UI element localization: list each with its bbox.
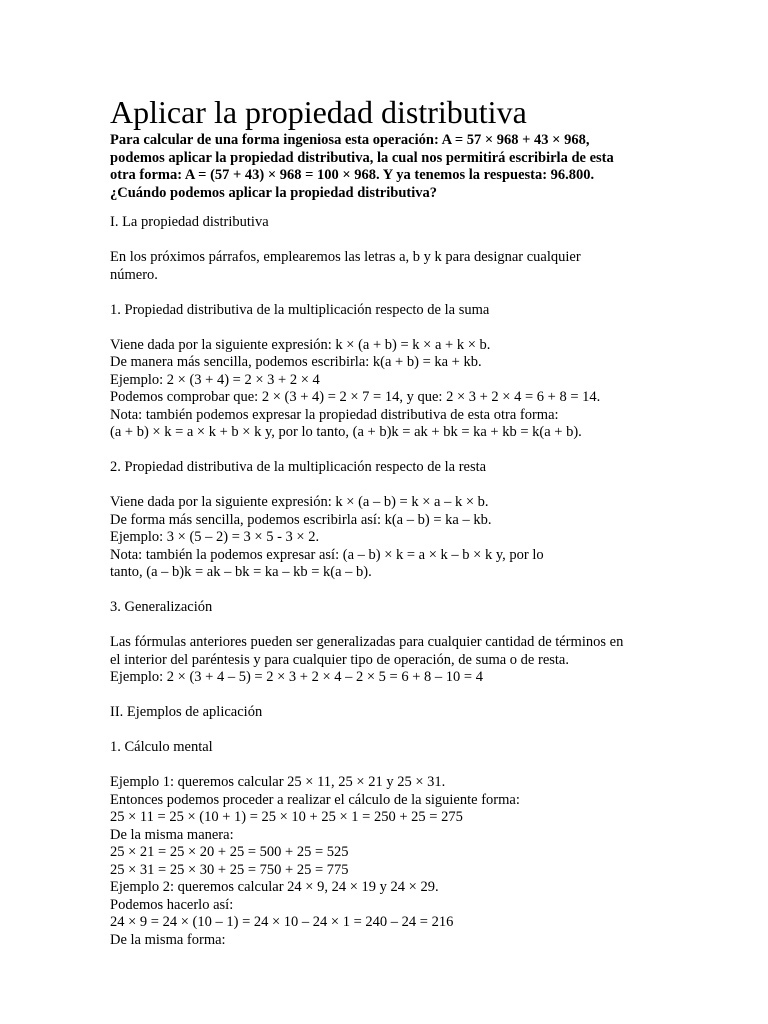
paragraph-line: Viene dada por la siguiente expresión: k × (a + b) = k × a + k × b. — [110, 336, 491, 353]
paragraph-line: De la misma manera: — [110, 826, 234, 843]
subsection-heading: 1. Propiedad distributiva de la multiplicación respecto de la suma — [110, 301, 490, 318]
intro-line: otra forma: A = (57 + 43) × 968 = 100 × 968. Y ya tenemos la respuesta: 96.800. — [110, 167, 595, 183]
example-line: Ejemplo: 2 × (3 + 4 – 5) = 2 × 3 + 2 × 4 – 2 × 5 = 6 + 8 – 10 = 4 — [110, 669, 483, 685]
paragraph-line: Entonces podemos proceder a realizar el cálculo de la siguiente forma: — [110, 791, 520, 808]
intro-paragraph — [110, 132, 670, 202]
note-line: Nota: también podemos expresar la propiedad distributiva de esta otra forma: — [110, 406, 559, 423]
paragraph-line: En los próximos párrafos, emplearemos las letras a, b y k para designar cualquier — [110, 249, 581, 265]
paragraph-line: De manera más sencilla, podemos escribirla: k(a + b) = ka + kb. — [110, 354, 482, 370]
intro-line: podemos aplicar la propiedad distributiva, la cual nos permitirá escribirla de esta — [110, 149, 614, 166]
example-line: Ejemplo: 2 × (3 + 4) = 2 × 3 + 2 × 4 — [110, 371, 320, 388]
paragraph-line: Podemos hacerlo así: — [110, 896, 234, 913]
paragraph-line: 24 × 9 = 24 × (10 – 1) = 24 × 10 – 24 × 1 = 240 – 24 = 216 — [110, 914, 454, 930]
subsection-heading: 3. Generalización — [110, 599, 213, 615]
section-heading: II. Ejemplos de aplicación — [110, 704, 263, 720]
paragraph-line: número. — [110, 266, 158, 283]
paragraph-line: 25 × 11 = 25 × (10 + 1) = 25 × 10 + 25 × 1 = 250 + 25 = 275 — [110, 809, 463, 825]
intro-line: ¿Cuándo podemos aplicar la propiedad distributiva? — [110, 184, 437, 201]
page-title: Aplicar la propiedad distributiva — [110, 94, 527, 130]
paragraph-line: el interior del paréntesis y para cualquier tipo de operación, de suma o de resta. — [110, 651, 569, 668]
paragraph-line: Viene dada por la siguiente expresión: k × (a – b) = k × a – k × b. — [110, 494, 489, 510]
paragraph-line: De forma más sencilla, podemos escribirla así: k(a – b) = ka – kb. — [110, 511, 492, 528]
paragraph-line: tanto, (a – b)k = ak – bk = ka – kb = k(a – b). — [110, 564, 372, 580]
paragraph-line: Las fórmulas anteriores pueden ser generalizadas para cualquier cantidad de términos en — [110, 634, 624, 650]
paragraph-line: De la misma forma: — [110, 931, 226, 948]
intro-line: Para calcular de una forma ingeniosa esta operación: A = 57 × 968 + 43 × 968, — [110, 132, 590, 148]
note-line: Nota: también la podemos expresar así: (a – b) × k = a × k – b × k y, por lo — [110, 546, 544, 563]
paragraph-line: Podemos comprobar que: 2 × (3 + 4) = 2 × 7 = 14, y que: 2 × 3 + 2 × 4 = 6 + 8 = 14. — [110, 389, 601, 405]
paragraph-line: 25 × 21 = 25 × 20 + 25 = 500 + 25 = 525 — [110, 844, 349, 860]
section-heading: I. La propiedad distributiva — [110, 214, 269, 230]
subsection-heading: 2. Propiedad distributiva de la multiplicación respecto de la resta — [110, 459, 487, 475]
document-body — [110, 92, 670, 949]
paragraph-line: (a + b) × k = a × k + b × k y, por lo tanto, (a + b)k = ak + bk = ka + kb = k(a + b). — [110, 424, 582, 440]
example-line: Ejemplo 1: queremos calcular 25 × 11, 25 × 21 y 25 × 31. — [110, 774, 446, 790]
example-line: Ejemplo 2: queremos calcular 24 × 9, 24 × 19 y 24 × 29. — [110, 879, 439, 895]
paragraph-line: 25 × 31 = 25 × 30 + 25 = 750 + 25 = 775 — [110, 861, 349, 878]
example-line: Ejemplo: 3 × (5 – 2) = 3 × 5 - 3 × 2. — [110, 529, 320, 545]
subsection-heading: 1. Cálculo mental — [110, 739, 213, 755]
